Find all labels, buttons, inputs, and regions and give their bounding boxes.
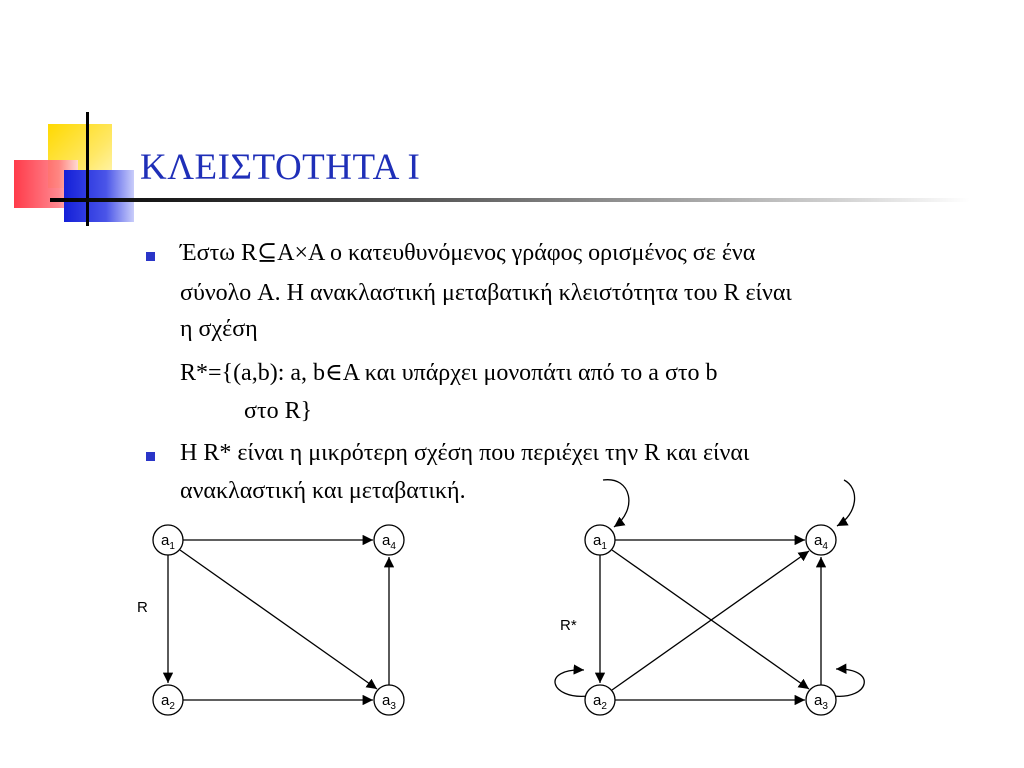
svg-text:a2: $a_2$: [593, 692, 607, 712]
bullet1-line2: σύνολο A. Η ανακλαστική μεταβατική κλειστότητα του R είναι: [180, 280, 792, 306]
svg-text:a2: $a_2$: [161, 692, 175, 712]
svg-text:a4: $a_4$: [382, 532, 396, 552]
node-a2: [153, 685, 183, 715]
node-a2: [585, 685, 615, 715]
loop-a1: [603, 480, 629, 527]
bullet1-line3: η σχέση: [180, 316, 258, 342]
bullet1-line1: Έστω R⊆A×A ο κατευθυνόμενος γράφος ορισμένος σε ένα: [180, 240, 756, 266]
left-graph-edges: [168, 540, 389, 700]
left-graph-nodes: [137, 525, 404, 715]
definition-line2: στο R}: [244, 398, 313, 424]
edge-a2-a4: [612, 551, 809, 690]
node-a1: [153, 525, 183, 555]
node-a1: [585, 525, 615, 555]
node-a3: [806, 685, 836, 715]
edge-a1-a3: [180, 550, 377, 689]
svg-text:a1: $a_1$: [593, 532, 607, 552]
bullet2-line1: Η R* είναι η μικρότερη σχέση που περιέχει την R και είναι: [180, 440, 750, 466]
bullet2-line2: ανακλαστική και μεταβατική.: [180, 478, 466, 504]
definition-line1: R*={(a,b): a, b∈A και υπάρχει μονοπάτι από το a στο b: [180, 360, 718, 386]
svg-text:a1: $a_1$: [161, 532, 175, 552]
svg-text:a4: $a_4$: [814, 532, 828, 552]
svg-text:a3: $a_3$: [814, 692, 828, 712]
loop-a4: [837, 480, 855, 526]
node-a4: [806, 525, 836, 555]
edge-a1-a3: [612, 550, 809, 689]
node-a3: [374, 685, 404, 715]
relation-label-r: R: [137, 599, 148, 616]
right-graph-nodes: [560, 525, 836, 715]
loop-a2: [555, 670, 588, 696]
relation-label-r-star: R*: [560, 617, 577, 634]
loop-a3: [833, 669, 864, 696]
right-graph-edges: [555, 480, 864, 700]
node-a4: [374, 525, 404, 555]
slide-title: ΚΛΕΙΣΤΟΤΗΤΑ Ι: [140, 147, 421, 188]
svg-text:a3: $a_3$: [382, 692, 396, 712]
